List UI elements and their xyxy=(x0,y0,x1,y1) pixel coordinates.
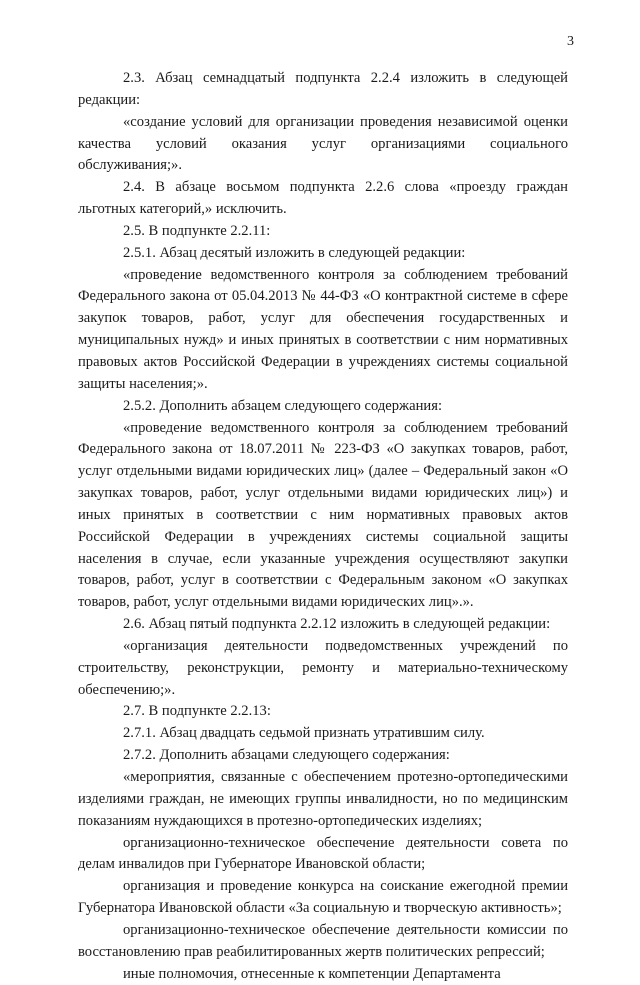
paragraph: «организация деятельности подведомственных учреждений по строительству, реконструкции, ремонту и материально-техническому обеспечению;». xyxy=(78,637,568,698)
page-number: 3 xyxy=(567,34,574,49)
paragraph: «мероприятия, связанные с обеспечением протезно-ортопедическими изделиями граждан, не имеющих группы инвалидности, но по медицинским показаниям нуждающихся в протезно-ортопедических изделиях; xyxy=(78,769,568,829)
document-body xyxy=(78,68,568,985)
paragraph: 2.3. Абзац семнадцатый подпункта 2.2.4 изложить в следующей редакции: xyxy=(78,70,568,108)
paragraph: иные полномочия, отнесенные к компетенции Департамента xyxy=(123,965,501,982)
paragraph: 2.5.2. Дополнить абзацем следующего содержания: xyxy=(123,397,443,414)
paragraph: 2.6. Абзац пятый подпункта 2.2.12 изложить в следующей редакции: xyxy=(123,616,551,633)
paragraph: 2.7.2. Дополнить абзацами следующего содержания: xyxy=(123,747,450,764)
paragraph: 2.5. В подпункте 2.2.11: xyxy=(123,222,271,239)
paragraph: 2.7. В подпункте 2.2.13: xyxy=(123,703,271,720)
paragraph: 2.5.1. Абзац десятый изложить в следующей редакции: xyxy=(123,244,466,261)
paragraph: организационно-техническое обеспечение деятельности совета по делам инвалидов при Губернаторе Ивановской области; xyxy=(78,834,568,873)
paragraph: «проведение ведомственного контроля за соблюдением требований Федерального закона от 18.07.2011 № 223-ФЗ «О закупках товаров, работ, услуг отдельными видами юридических лиц» (далее – Федеральный закон «О закупках товаров, работ, услуг отдельными видами юридических лиц») и иных принятых в соответствии с ним нормативных правовых актов Российской Федерации в учреждениях системы социальной защиты населения в случае, если указанные учреждения осуществляют закупки товаров, работ, услуг в соответствии с Федеральным законом «О закупках товаров, работ, услуг отдельными видами юридических лиц».». xyxy=(78,419,568,611)
paragraph: организация и проведение конкурса на соискание ежегодной премии Губернатора Ивановской области «За социальную и творческую активность»; xyxy=(78,878,568,917)
paragraph: организационно-техническое обеспечение деятельности комиссии по восстановлению прав реабилитированных жертв политических репрессий; xyxy=(78,921,568,960)
paragraph: 2.7.1. Абзац двадцать седьмой признать утратившим силу. xyxy=(123,725,485,742)
paragraph: «проведение ведомственного контроля за соблюдением требований Федерального закона от 05.04.2013 № 44-ФЗ «О контрактной системе в сфере закупок товаров, работ, услуг для обеспечения государственных и муниципальных нужд» и иных принятых в соответствии с ним нормативных правовых актов Российской Федерации в учреждениях системы социальной защиты населения;». xyxy=(78,266,568,392)
paragraph: «создание условий для организации проведения независимой оценки качества условий оказания услуг организациями социального обслуживания;». xyxy=(78,113,568,174)
paragraph: 2.4. В абзаце восьмом подпункта 2.2.6 слова «проезду граждан льготных категорий,» исключить. xyxy=(78,179,568,218)
